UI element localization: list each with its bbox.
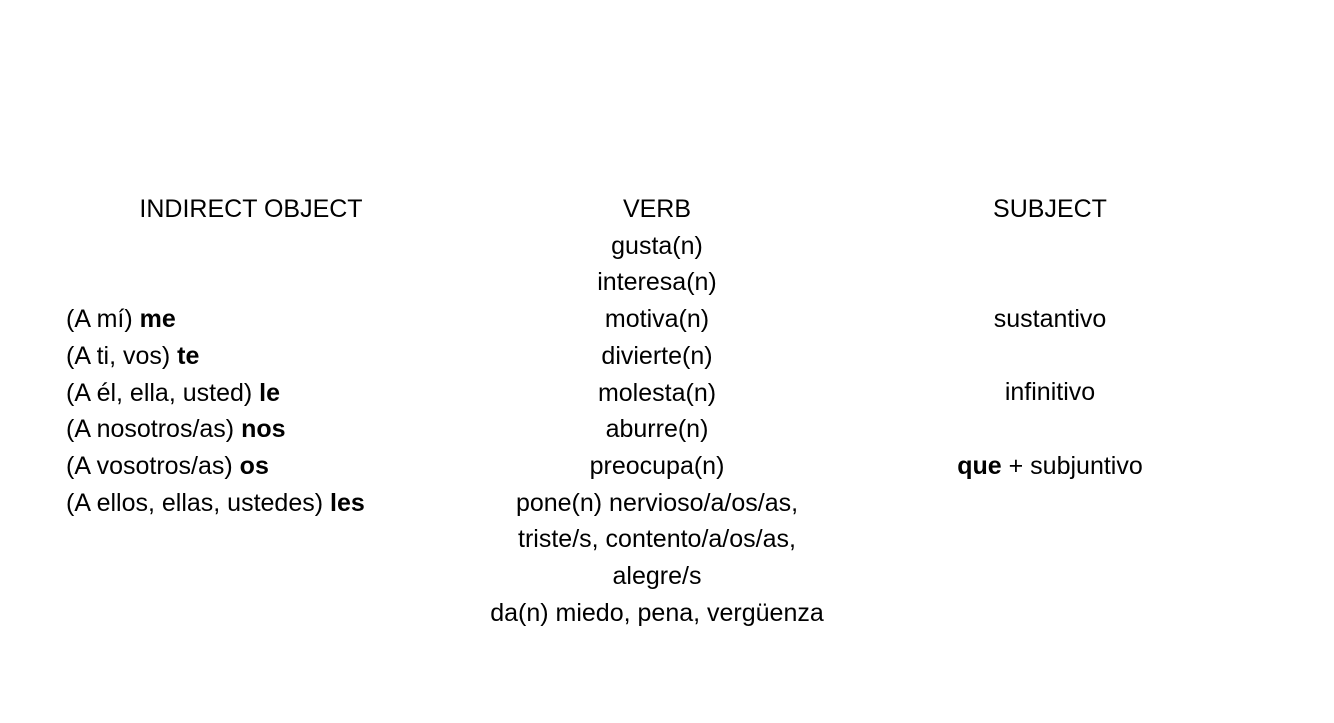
indirect-object-heading: INDIRECT OBJECT [139, 195, 363, 223]
spacer [920, 228, 1180, 301]
io-phrase: (A mí) [66, 305, 140, 334]
indirect-object-column [66, 191, 436, 521]
verb-column [457, 191, 857, 631]
io-phrase: (A nosotros/as) [66, 415, 242, 444]
io-row-6 [66, 485, 436, 522]
io-phrase: (A vosotros/as) [66, 451, 240, 480]
verb-line: pone(n) nervioso/a/os/as, [515, 488, 799, 517]
verb-heading: VERB [622, 195, 692, 223]
io-pronoun: le [259, 378, 281, 407]
verb-line: aburre(n) [605, 415, 709, 444]
verb-line: divierte(n) [601, 341, 713, 370]
subject-noun: sustantivo [993, 305, 1107, 334]
io-row-2 [66, 338, 436, 375]
verb-line: triste/s, contento/a/os/as, [518, 525, 796, 554]
io-pronoun: te [177, 341, 200, 370]
verb-line: molesta(n) [597, 378, 717, 407]
io-pronoun: me [139, 305, 176, 334]
spacer [920, 411, 1180, 448]
io-row-5 [66, 448, 436, 485]
verb-line: alegre/s [612, 562, 702, 591]
verb-line: preocupa(n) [589, 451, 725, 480]
verb-line: da(n) miedo, pena, vergüenza [490, 598, 824, 627]
io-row-3 [66, 375, 436, 412]
io-phrase: (A él, ella, usted) [66, 378, 260, 407]
subject-infinitive: infinitivo [1004, 378, 1096, 407]
que-keyword: que [957, 451, 1002, 480]
io-phrase: (A ellos, ellas, ustedes) [66, 488, 331, 517]
spacer [920, 338, 1180, 375]
io-pronoun: nos [241, 415, 286, 444]
io-pronoun: les [330, 488, 365, 517]
subjunctive-text: + subjuntivo [1001, 451, 1143, 480]
subject-column [920, 191, 1180, 485]
io-row-1 [66, 301, 436, 338]
subject-subjunctive [920, 448, 1180, 485]
io-phrase: (A ti, vos) [66, 341, 178, 370]
verb-line: motiva(n) [604, 305, 710, 334]
subject-heading: SUBJECT [993, 195, 1107, 223]
io-pronoun: os [239, 451, 269, 480]
spacer [66, 228, 436, 301]
verb-line: gusta(n) [611, 231, 703, 260]
verb-line: interesa(n) [597, 268, 717, 297]
io-row-4 [66, 411, 436, 448]
